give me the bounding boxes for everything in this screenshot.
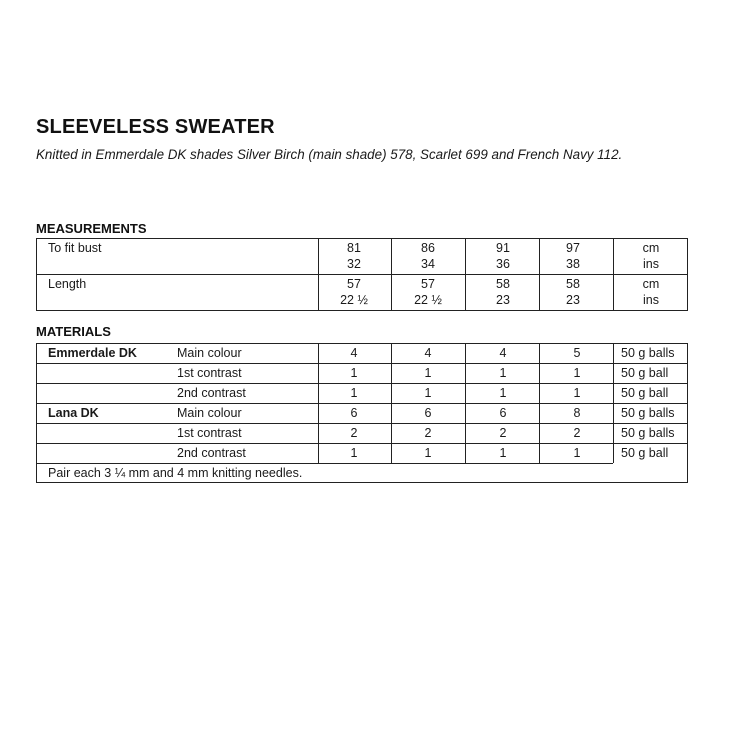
table-border [36, 238, 688, 239]
unit-label: 50 g balls [621, 406, 675, 420]
table-divider [36, 403, 688, 404]
measurements-table [36, 238, 688, 310]
quantity-value: 2 [424, 426, 432, 440]
quantity-value: 4 [350, 346, 358, 360]
table-divider [36, 443, 688, 444]
shade-name: Main colour [177, 346, 242, 360]
quantity-value: 6 [499, 406, 507, 420]
shade-name: Main colour [177, 406, 242, 420]
quantity-value: 2 [499, 426, 507, 440]
measurements-heading: MEASUREMENTS [36, 221, 147, 236]
quantity-value: 1 [350, 446, 358, 460]
table-row [36, 365, 688, 383]
table-row [36, 345, 688, 363]
yarn-name: Lana DK [48, 406, 99, 420]
quantity-value: 1 [499, 446, 507, 460]
table-divider [36, 463, 613, 464]
quantity-value: 6 [424, 406, 432, 420]
yarn-name: Emmerdale DK [48, 346, 137, 360]
size-value: 23 [496, 293, 510, 307]
quantity-value: 1 [350, 366, 358, 380]
unit-label: 50 g ball [621, 386, 669, 400]
quantity-value: 1 [573, 446, 581, 460]
table-divider [36, 363, 688, 364]
unit-label: ins [643, 293, 659, 307]
unit-label: 50 g ball [621, 366, 669, 380]
quantity-value: 1 [424, 366, 432, 380]
unit-label: cm [642, 241, 660, 255]
quantity-value: 6 [350, 406, 358, 420]
size-value: 34 [421, 257, 435, 271]
size-value: 58 [566, 277, 580, 291]
size-value: 57 [421, 277, 435, 291]
size-value: 81 [347, 241, 361, 255]
unit-label: ins [643, 257, 659, 271]
table-border [36, 310, 688, 311]
quantity-value: 1 [350, 386, 358, 400]
size-value: 57 [347, 277, 361, 291]
quantity-value: 4 [499, 346, 507, 360]
shade-name: 2nd contrast [177, 386, 246, 400]
quantity-value: 1 [573, 366, 581, 380]
materials-table [36, 343, 688, 483]
size-value: 36 [496, 257, 510, 271]
needles-note: Pair each 3 ¼ mm and 4 mm knitting needles. [48, 466, 303, 480]
quantity-value: 2 [573, 426, 581, 440]
table-row [36, 425, 688, 443]
size-value: 22 ½ [414, 293, 442, 307]
size-value: 23 [566, 293, 580, 307]
unit-label: 50 g ball [621, 446, 669, 460]
unit-label: 50 g balls [621, 346, 675, 360]
quantity-value: 1 [499, 386, 507, 400]
subtitle: Knitted in Emmerdale DK shades Silver Birch (main shade) 578, Scarlet 699 and French Navy 112. [36, 147, 623, 162]
quantity-value: 8 [573, 406, 581, 420]
quantity-value: 1 [573, 386, 581, 400]
size-value: 86 [421, 241, 435, 255]
page-title: SLEEVELESS SWEATER [36, 116, 275, 138]
size-value: 22 ½ [340, 293, 368, 307]
table-row [36, 385, 688, 403]
table-divider [36, 423, 688, 424]
quantity-value: 2 [350, 426, 358, 440]
quantity-value: 5 [573, 346, 581, 360]
unit-label: cm [642, 277, 660, 291]
size-value: 58 [496, 277, 510, 291]
table-footer-row [36, 465, 688, 482]
table-divider [36, 383, 688, 384]
quantity-value: 1 [424, 446, 432, 460]
table-row [36, 276, 688, 310]
quantity-value: 4 [424, 346, 432, 360]
table-row [36, 240, 688, 274]
materials-heading: MATERIALS [36, 324, 111, 339]
table-row [36, 445, 688, 463]
table-border [36, 343, 688, 344]
shade-name: 1st contrast [177, 426, 242, 440]
size-value: 38 [566, 257, 580, 271]
shade-name: 1st contrast [177, 366, 242, 380]
unit-label: 50 g balls [621, 426, 675, 440]
quantity-value: 1 [424, 386, 432, 400]
size-value: 91 [496, 241, 510, 255]
size-value: 97 [566, 241, 580, 255]
row-label: Length [48, 277, 87, 291]
quantity-value: 1 [499, 366, 507, 380]
shade-name: 2nd contrast [177, 446, 246, 460]
table-row [36, 405, 688, 423]
table-divider [36, 274, 688, 275]
row-label: To fit bust [48, 241, 102, 255]
size-value: 32 [347, 257, 361, 271]
table-border [36, 482, 688, 483]
